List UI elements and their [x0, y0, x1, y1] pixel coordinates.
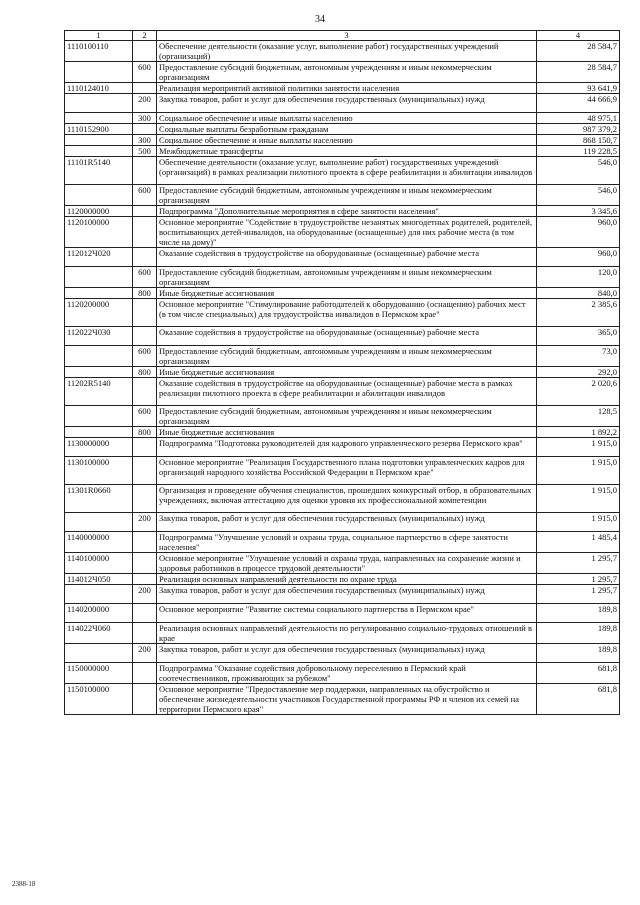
row-amount-cell: 3 345,6	[537, 206, 620, 217]
row-code-cell	[65, 367, 133, 378]
table-row	[65, 267, 620, 288]
row-code-cell: 112012Ч020	[65, 248, 133, 267]
row-type-cell	[133, 124, 157, 135]
row-type-cell	[133, 457, 157, 485]
row-name-cell: Подпрограмма "Подготовка руководителей для кадрового управленческого резерва Пермского края"	[157, 438, 537, 457]
row-code-cell: 114012Ч050	[65, 574, 133, 585]
table-row	[65, 457, 620, 485]
row-type-cell: 200	[133, 513, 157, 532]
table-row	[65, 185, 620, 206]
row-type-cell	[133, 83, 157, 94]
row-amount-cell: 1 892,2	[537, 427, 620, 438]
row-type-cell: 600	[133, 267, 157, 288]
row-amount-cell: 960,0	[537, 248, 620, 267]
row-type-cell	[133, 206, 157, 217]
row-name-cell: Основное мероприятие "Реализация Государственного плана подготовки управленческих кадров для организаций народного хозяйства Российской Федерации в Пермском крае"	[157, 457, 537, 485]
row-type-cell	[133, 553, 157, 574]
table-row	[65, 113, 620, 124]
row-code-cell: 1120000000	[65, 206, 133, 217]
row-name-cell: Предоставление субсидий бюджетным, автономным учреждениям и иным некоммерческим организациям	[157, 267, 537, 288]
table-row	[65, 553, 620, 574]
table-row	[65, 644, 620, 663]
column-header-3: 3	[157, 31, 537, 41]
row-name-cell: Основное мероприятие "Содействие в трудоустройстве незанятых многодетных родителей, родителей, воспитывающих детей-инвалидов, на оборудованные (оснащенные) для них рабочие места (в том числе на дому)"	[157, 217, 537, 248]
row-code-cell: 1130000000	[65, 438, 133, 457]
row-amount-cell: 120,0	[537, 267, 620, 288]
row-name-cell: Закупка товаров, работ и услуг для обеспечения государственных (муниципальных) нужд	[157, 513, 537, 532]
row-code-cell: 1110124010	[65, 83, 133, 94]
row-amount-cell: 1 915,0	[537, 457, 620, 485]
table-row	[65, 604, 620, 623]
row-code-cell: 1150000000	[65, 663, 133, 684]
row-name-cell: Предоставление субсидий бюджетным, автономным учреждениям и иным некоммерческим организациям	[157, 185, 537, 206]
row-name-cell: Основное мероприятие "Улучшение условий и охраны труда, направленных на сохранение жизни и здоровья работников в процессе трудовой деятельности"	[157, 553, 537, 574]
row-amount-cell: 840,0	[537, 288, 620, 299]
document-code: 2388-18	[12, 880, 36, 888]
row-type-cell: 500	[133, 146, 157, 157]
row-amount-cell: 1 295,7	[537, 553, 620, 574]
row-type-cell	[133, 438, 157, 457]
row-amount-cell: 1 915,0	[537, 485, 620, 513]
row-type-cell	[133, 299, 157, 327]
row-type-cell	[133, 663, 157, 684]
row-name-cell: Социальные выплаты безработным гражданам	[157, 124, 537, 135]
row-code-cell: 11301R0660	[65, 485, 133, 513]
row-name-cell: Иные бюджетные ассигнования	[157, 288, 537, 299]
row-name-cell: Иные бюджетные ассигнования	[157, 427, 537, 438]
table-row	[65, 94, 620, 113]
row-type-cell: 600	[133, 62, 157, 83]
table-row	[65, 427, 620, 438]
row-amount-cell: 681,8	[537, 663, 620, 684]
row-name-cell: Социальное обеспечение и иные выплаты населению	[157, 135, 537, 146]
row-amount-cell: 128,5	[537, 406, 620, 427]
row-amount-cell: 1 915,0	[537, 513, 620, 532]
row-amount-cell: 546,0	[537, 157, 620, 185]
row-type-cell	[133, 157, 157, 185]
row-code-cell	[65, 267, 133, 288]
row-amount-cell: 44 666,9	[537, 94, 620, 113]
row-name-cell: Предоставление субсидий бюджетным, автономным учреждениям и иным некоммерческим организациям	[157, 406, 537, 427]
table-row	[65, 288, 620, 299]
row-name-cell: Организация и проведение обучения специалистов, прошедших конкурсный отбор, в образовательных учреждениях, включая аттестацию для оценки уровня их профессиональной компетенции	[157, 485, 537, 513]
row-name-cell: Предоставление субсидий бюджетным, автономным учреждениям и иным некоммерческим организациям	[157, 346, 537, 367]
row-code-cell	[65, 113, 133, 124]
row-name-cell: Реализация мероприятий активной политики занятости населения	[157, 83, 537, 94]
row-amount-cell: 2 385,6	[537, 299, 620, 327]
row-code-cell: 114022Ч060	[65, 623, 133, 644]
row-code-cell: 11101R5140	[65, 157, 133, 185]
row-type-cell: 200	[133, 94, 157, 113]
row-type-cell	[133, 684, 157, 715]
column-header-4: 4	[537, 31, 620, 41]
row-name-cell: Межбюджетные трансферты	[157, 146, 537, 157]
row-amount-cell: 292,0	[537, 367, 620, 378]
page-number: 34	[315, 14, 325, 25]
row-code-cell: 1110152900	[65, 124, 133, 135]
row-type-cell: 800	[133, 288, 157, 299]
row-name-cell: Оказание содействия в трудоустройстве на оборудованные (оснащенные) рабочие места	[157, 248, 537, 267]
row-type-cell: 600	[133, 406, 157, 427]
budget-table	[64, 30, 620, 715]
row-name-cell: Подпрограмма "Улучшение условий и охраны труда, социальное партнерство в сфере занятости населения"	[157, 532, 537, 553]
row-amount-cell: 1 295,7	[537, 585, 620, 604]
row-name-cell: Обеспечение деятельности (оказание услуг, выполнение работ) государственных учреждений (организаций)	[157, 41, 537, 62]
row-code-cell	[65, 346, 133, 367]
row-code-cell: 11202R5140	[65, 378, 133, 406]
row-code-cell	[65, 135, 133, 146]
table-row	[65, 684, 620, 715]
row-name-cell: Закупка товаров, работ и услуг для обеспечения государственных (муниципальных) нужд	[157, 585, 537, 604]
column-header-2: 2	[133, 31, 157, 41]
table-row	[65, 124, 620, 135]
row-type-cell: 600	[133, 346, 157, 367]
row-name-cell: Обеспечение деятельности (оказание услуг, выполнение работ) государственных учреждений (организаций) в рамках реализации пилотного проекта в сфере реабилитации и абилитации инвалидов	[157, 157, 537, 185]
row-code-cell	[65, 146, 133, 157]
row-amount-cell: 868 150,7	[537, 135, 620, 146]
row-type-cell	[133, 604, 157, 623]
row-code-cell	[65, 94, 133, 113]
row-amount-cell: 119 228,5	[537, 146, 620, 157]
row-amount-cell: 93 641,9	[537, 83, 620, 94]
row-name-cell: Подпрограмма "Дополнительные мероприятия в сфере занятости населения"	[157, 206, 537, 217]
row-type-cell	[133, 623, 157, 644]
row-amount-cell: 1 915,0	[537, 438, 620, 457]
row-code-cell	[65, 288, 133, 299]
row-name-cell: Основное мероприятие "Предоставление мер поддержки, направленных на обустройство и обеспечение жизнедеятельности участников Государственной программы РФ и членов их семей на территории Пермского края"	[157, 684, 537, 715]
row-code-cell: 1120100000	[65, 217, 133, 248]
row-amount-cell: 987 379,2	[537, 124, 620, 135]
row-code-cell	[65, 406, 133, 427]
table-row	[65, 327, 620, 346]
row-amount-cell: 28 584,7	[537, 62, 620, 83]
row-code-cell	[65, 644, 133, 663]
row-type-cell	[133, 41, 157, 62]
table-row	[65, 623, 620, 644]
row-code-cell: 1140200000	[65, 604, 133, 623]
table-row	[65, 406, 620, 427]
row-amount-cell: 189,8	[537, 644, 620, 663]
row-name-cell: Реализация основных направлений деятельности по регулированию социально-трудовых отношений в крае	[157, 623, 537, 644]
row-name-cell: Закупка товаров, работ и услуг для обеспечения государственных (муниципальных) нужд	[157, 644, 537, 663]
table-row	[65, 485, 620, 513]
row-name-cell: Оказание содействия в трудоустройстве на оборудованные (оснащенные) рабочие места в рамках реализации пилотного проекта в сфере реабилитации и абилитации инвалидов	[157, 378, 537, 406]
row-amount-cell: 189,8	[537, 604, 620, 623]
row-type-cell	[133, 485, 157, 513]
row-code-cell: 1140000000	[65, 532, 133, 553]
table-row	[65, 346, 620, 367]
row-code-cell	[65, 185, 133, 206]
column-header-1: 1	[65, 31, 133, 41]
table-row	[65, 438, 620, 457]
row-code-cell	[65, 513, 133, 532]
row-name-cell: Подпрограмма "Оказание содействия добровольному переселению в Пермский край соотечественников, проживающих за рубежом"	[157, 663, 537, 684]
table-row	[65, 532, 620, 553]
row-amount-cell: 2 020,6	[537, 378, 620, 406]
table-row	[65, 513, 620, 532]
table-row	[65, 83, 620, 94]
table-row	[65, 299, 620, 327]
row-code-cell: 1120200000	[65, 299, 133, 327]
row-name-cell: Оказание содействия в трудоустройстве на оборудованные (оснащенные) рабочие места	[157, 327, 537, 346]
row-type-cell	[133, 248, 157, 267]
row-type-cell	[133, 532, 157, 553]
row-name-cell: Социальное обеспечение и иные выплаты населению	[157, 113, 537, 124]
row-name-cell: Основное мероприятие "Стимулирование работодателей к оборудованию (оснащению) рабочих мест (в том числе специальных) для трудоустройства инвалидов в Пермском крае"	[157, 299, 537, 327]
row-type-cell	[133, 378, 157, 406]
row-code-cell: 1110100110	[65, 41, 133, 62]
table-row	[65, 663, 620, 684]
row-amount-cell: 48 975,1	[537, 113, 620, 124]
row-name-cell: Закупка товаров, работ и услуг для обеспечения государственных (муниципальных) нужд	[157, 94, 537, 113]
row-code-cell	[65, 427, 133, 438]
table-row	[65, 378, 620, 406]
row-amount-cell: 189,8	[537, 623, 620, 644]
row-amount-cell: 365,0	[537, 327, 620, 346]
table-row	[65, 206, 620, 217]
row-type-cell	[133, 217, 157, 248]
table-row	[65, 217, 620, 248]
row-type-cell: 300	[133, 135, 157, 146]
table-row	[65, 585, 620, 604]
row-type-cell: 300	[133, 113, 157, 124]
row-amount-cell: 73,0	[537, 346, 620, 367]
row-type-cell	[133, 327, 157, 346]
table-row	[65, 62, 620, 83]
table-header-row	[65, 31, 620, 41]
row-code-cell: 112022Ч030	[65, 327, 133, 346]
row-amount-cell: 546,0	[537, 185, 620, 206]
row-type-cell: 600	[133, 185, 157, 206]
table-row	[65, 574, 620, 585]
table-row	[65, 248, 620, 267]
row-code-cell: 1140100000	[65, 553, 133, 574]
row-name-cell: Реализация основных направлений деятельности по охране труда	[157, 574, 537, 585]
row-amount-cell: 1 295,7	[537, 574, 620, 585]
row-type-cell: 200	[133, 644, 157, 663]
row-type-cell: 200	[133, 585, 157, 604]
row-type-cell: 800	[133, 427, 157, 438]
table-row	[65, 135, 620, 146]
row-code-cell: 1150100000	[65, 684, 133, 715]
row-type-cell	[133, 574, 157, 585]
row-type-cell: 800	[133, 367, 157, 378]
table-row	[65, 41, 620, 62]
row-name-cell: Иные бюджетные ассигнования	[157, 367, 537, 378]
row-name-cell: Основное мероприятие "Развитие системы социального партнерства в Пермском крае"	[157, 604, 537, 623]
row-code-cell	[65, 585, 133, 604]
row-amount-cell: 28 584,7	[537, 41, 620, 62]
row-code-cell	[65, 62, 133, 83]
row-amount-cell: 681,8	[537, 684, 620, 715]
row-amount-cell: 1 485,4	[537, 532, 620, 553]
row-code-cell: 1130100000	[65, 457, 133, 485]
row-amount-cell: 960,0	[537, 217, 620, 248]
table-row	[65, 146, 620, 157]
table-row	[65, 157, 620, 185]
row-name-cell: Предоставление субсидий бюджетным, автономным учреждениям и иным некоммерческим организациям	[157, 62, 537, 83]
table-row	[65, 367, 620, 378]
